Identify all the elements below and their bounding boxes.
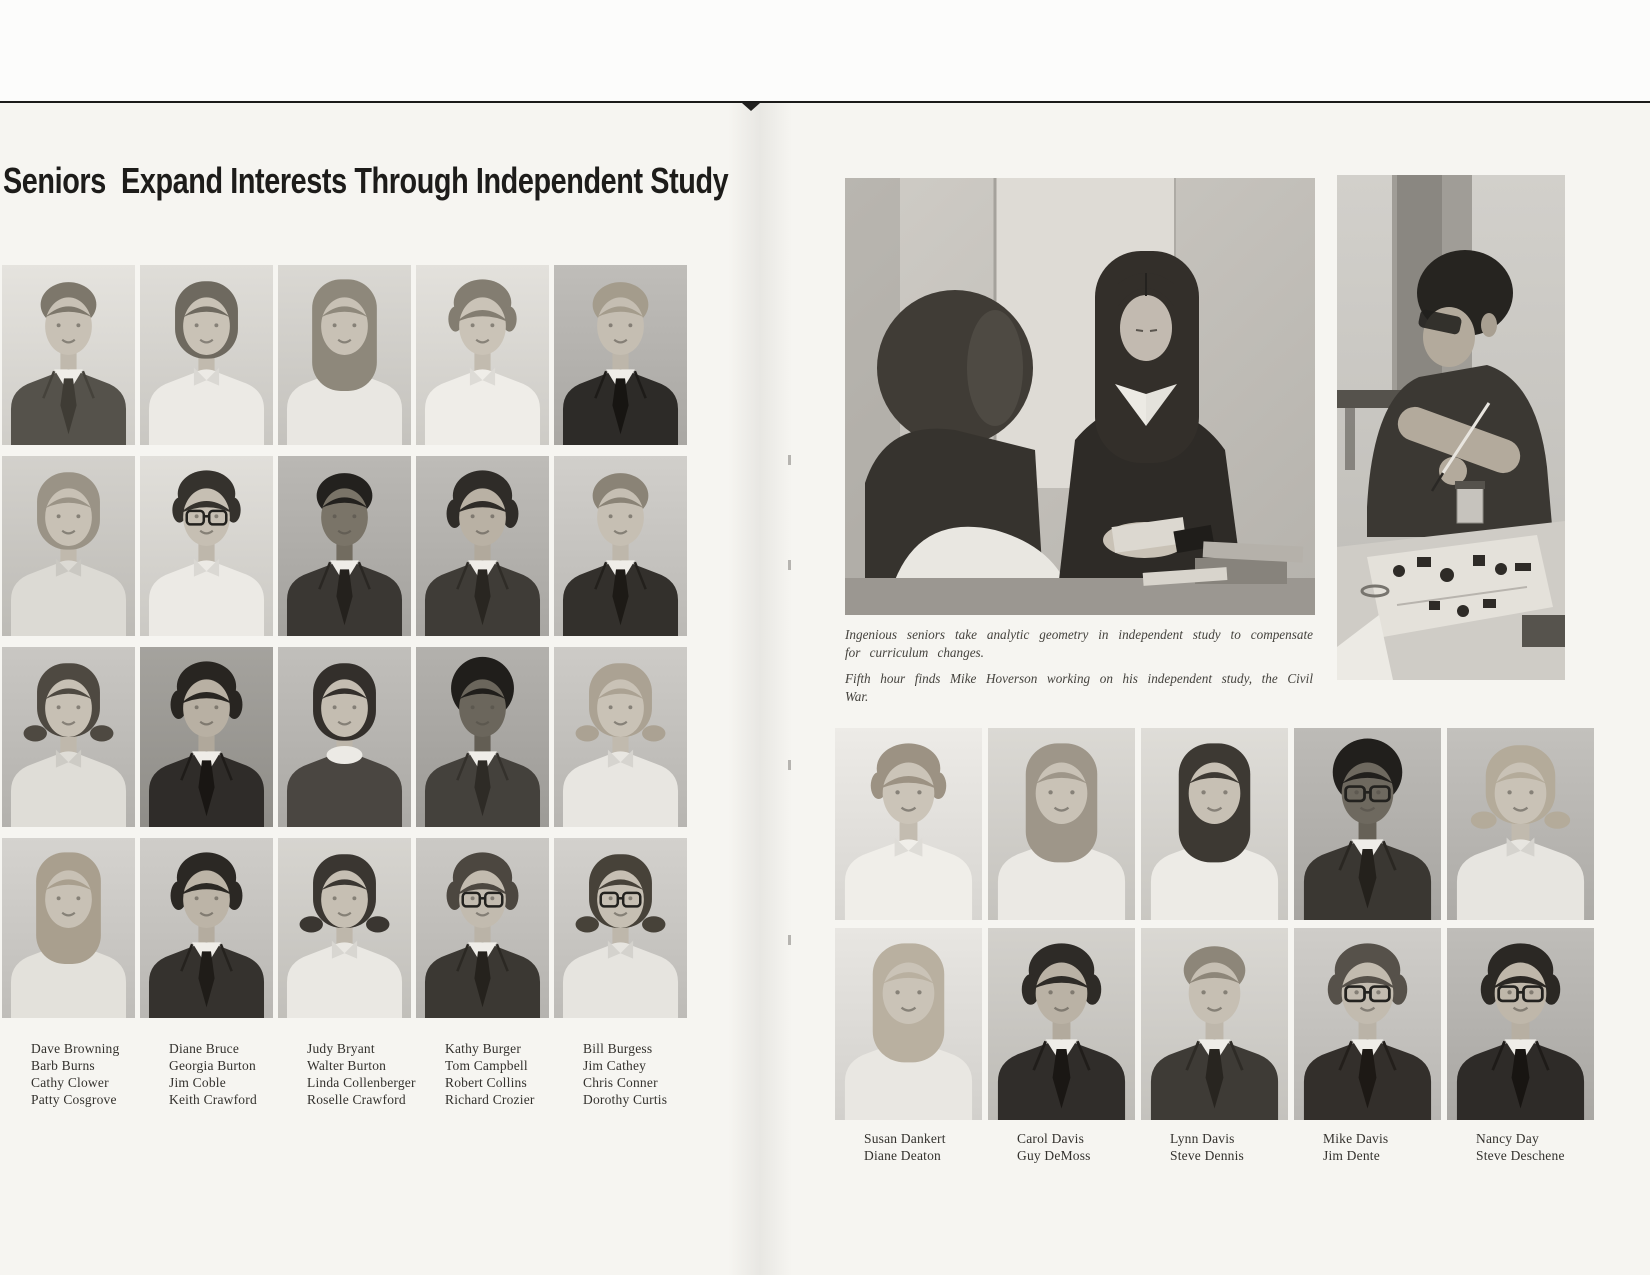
portrait-photo <box>1294 728 1441 920</box>
portrait-photo <box>554 265 687 445</box>
portrait-photo <box>278 838 411 1018</box>
portrait-photo <box>554 838 687 1018</box>
student-name: Nancy Day <box>1476 1131 1539 1146</box>
model-painting-scene-illustration <box>1337 175 1565 680</box>
portrait-photo <box>140 838 273 1018</box>
portrait-photo <box>2 647 135 827</box>
name-column <box>1447 1130 1594 1164</box>
student-name: Jim Coble <box>169 1075 226 1090</box>
portrait-photo <box>1447 928 1594 1120</box>
student-name: Tom Campbell <box>445 1058 528 1073</box>
name-column <box>988 1130 1135 1164</box>
portrait-photo <box>2 838 135 1018</box>
portrait-photo <box>2 456 135 636</box>
photo-caption-hoverson: Fifth hour finds Mike Hoverson working on his independent study, the Civil War. <box>845 671 1313 704</box>
portrait-photo <box>1447 728 1594 920</box>
student-name: Dave Browning <box>31 1041 120 1056</box>
classroom-scene-illustration <box>845 178 1315 615</box>
student-name: Bill Burgess <box>583 1041 653 1056</box>
portrait-photo <box>1141 928 1288 1120</box>
portrait-photo <box>1294 928 1441 1120</box>
student-name: Dorothy Curtis <box>583 1092 668 1107</box>
portrait-photo <box>416 647 549 827</box>
portrait-photo <box>140 647 273 827</box>
student-name: Barb Burns <box>31 1058 95 1073</box>
student-name: Georgia Burton <box>169 1058 256 1073</box>
mike-hoverson-photo <box>1337 175 1565 680</box>
photo-caption-geometry: Ingenious seniors take analytic geometry in independent study to compensate for curriculum changes. <box>845 627 1313 660</box>
portrait-photo <box>2 265 135 445</box>
left-portrait-grid <box>2 265 687 1018</box>
student-name: Keith Crawford <box>169 1092 257 1107</box>
portrait-photo <box>278 265 411 445</box>
portrait-photo <box>416 838 549 1018</box>
scan-artifact <box>788 560 791 570</box>
student-name: Robert Collins <box>445 1075 527 1090</box>
name-column <box>835 1130 982 1164</box>
portrait-photo <box>278 456 411 636</box>
student-name: Walter Burton <box>307 1058 387 1073</box>
student-name: Chris Conner <box>583 1075 658 1090</box>
student-name: Diane Deaton <box>864 1148 941 1163</box>
portrait-photo <box>416 456 549 636</box>
page-gutter-shadow <box>728 103 792 1275</box>
name-column <box>1294 1130 1441 1164</box>
student-name: Diane Bruce <box>169 1041 240 1056</box>
name-column <box>416 1040 549 1108</box>
name-column <box>554 1040 687 1108</box>
right-name-lists <box>835 1130 1594 1164</box>
student-name: Steve Deschene <box>1476 1148 1565 1163</box>
portrait-photo <box>140 265 273 445</box>
student-name: Roselle Crawford <box>307 1092 406 1107</box>
student-name: Susan Dankert <box>864 1131 946 1146</box>
student-name: Judy Bryant <box>307 1041 375 1056</box>
student-name: Steve Dennis <box>1170 1148 1245 1163</box>
student-name: Carol Davis <box>1017 1131 1085 1146</box>
student-name: Cathy Clower <box>31 1075 109 1090</box>
portrait-photo <box>835 728 982 920</box>
portrait-photo <box>140 456 273 636</box>
student-name: Lynn Davis <box>1170 1131 1235 1146</box>
right-portrait-grid <box>835 728 1594 1120</box>
portrait-photo <box>554 647 687 827</box>
name-column <box>1141 1130 1288 1164</box>
name-column <box>278 1040 416 1108</box>
student-name: Jim Cathey <box>583 1058 647 1073</box>
portrait-photo <box>1141 728 1288 920</box>
portrait-photo <box>988 728 1135 920</box>
portrait-photo <box>988 928 1135 1120</box>
scan-artifact <box>788 935 791 945</box>
portrait-photo <box>278 647 411 827</box>
page-title: Seniors Expand Interests Through Independent Study <box>3 160 729 201</box>
portrait-photo <box>554 456 687 636</box>
student-name: Kathy Burger <box>445 1041 522 1056</box>
left-name-lists <box>2 1040 687 1108</box>
student-name: Mike Davis <box>1323 1131 1389 1146</box>
portrait-photo <box>835 928 982 1120</box>
portrait-photo <box>416 265 549 445</box>
student-name: Richard Crozier <box>445 1092 535 1107</box>
student-name: Patty Cosgrove <box>31 1092 117 1107</box>
analytic-geometry-photo <box>845 178 1315 615</box>
page-edge-line <box>0 101 1650 103</box>
student-name: Linda Collenberger <box>307 1075 416 1090</box>
scan-top-margin <box>0 0 1650 101</box>
scan-artifact <box>788 455 791 465</box>
student-name: Jim Dente <box>1323 1148 1380 1163</box>
scan-artifact <box>788 760 791 770</box>
name-column <box>2 1040 135 1108</box>
student-name: Guy DeMoss <box>1017 1148 1091 1163</box>
name-column <box>140 1040 273 1108</box>
